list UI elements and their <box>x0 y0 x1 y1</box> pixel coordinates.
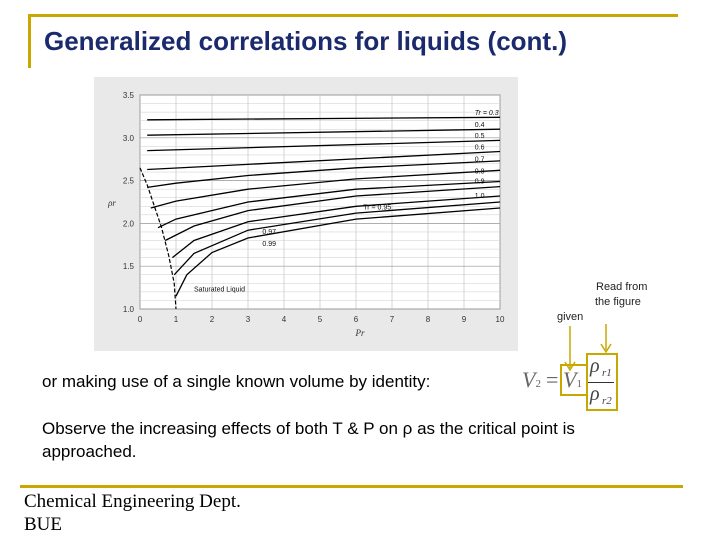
y-tick-label: 1.0 <box>122 305 134 314</box>
read-from-figure-label-2: the figure <box>595 296 641 308</box>
eq-rho-r2-sub: r2 <box>602 395 612 407</box>
curve-label: Tr = 0.3 <box>474 110 499 118</box>
curve-label: 0.97 <box>262 229 277 237</box>
slide-title: Generalized correlations for liquids (cont.) <box>44 26 567 56</box>
body-line-1: or making use of a single known volume by identity: <box>42 372 431 391</box>
curve-label: Tr = 0.95 <box>363 204 392 212</box>
y-tick-label: 1.5 <box>122 262 134 272</box>
x-tick-label: 3 <box>245 315 251 324</box>
y-tick-label: 2.5 <box>122 176 134 186</box>
footer <box>24 490 241 536</box>
x-tick-label: 2 <box>209 315 215 324</box>
y-axis-label: ρr <box>108 198 116 208</box>
x-tick-label: 7 <box>389 315 395 324</box>
footer-org: BUE <box>24 514 62 535</box>
eq-rho-r2: ρ <box>590 383 600 405</box>
eq-equals: = <box>546 367 559 392</box>
eq-rho-r1-sub: r1 <box>602 367 612 379</box>
y-tick-label: 2.0 <box>122 219 134 229</box>
curve-label: 0.99 <box>262 241 277 249</box>
eq-rho-r1: ρ <box>590 355 600 377</box>
curve-label: 0.7 <box>474 156 485 164</box>
given-label: given <box>557 311 584 323</box>
curve-label: 1.0 <box>474 193 485 201</box>
curve-label: 0.5 <box>474 133 485 141</box>
eq-v2: V2 <box>522 367 541 392</box>
y-tick-label: 3.5 <box>122 91 134 100</box>
chart-svg <box>94 77 518 351</box>
curve-label: 0.6 <box>474 144 485 152</box>
x-tick-label: 8 <box>425 315 431 324</box>
body-line-2: Observe the increasing effects of both T & P on ρ as the critical point is <box>42 419 575 438</box>
accent-bar-bottom <box>20 485 683 488</box>
x-tick-label: 4 <box>281 315 287 324</box>
volume-identity-equation <box>520 355 620 407</box>
x-tick-label: 6 <box>353 315 359 324</box>
x-tick-label: 9 <box>461 315 467 324</box>
x-tick-label: 1 <box>173 315 179 324</box>
body-line-3: approached. <box>42 442 137 461</box>
x-tick-label: 10 <box>495 315 505 324</box>
accent-bar-left <box>28 14 31 68</box>
x-axis-label: Pr <box>355 328 365 338</box>
curve-label: Saturated Liquid <box>194 286 245 294</box>
generalized-density-chart <box>94 77 518 351</box>
eq-v1: V1 <box>563 367 582 392</box>
curve-label: 0.4 <box>474 122 485 130</box>
read-from-figure-label-1: Read from <box>596 281 648 293</box>
accent-bar-top <box>28 14 678 17</box>
curve-label: 0.8 <box>474 168 485 176</box>
y-tick-label: 3.0 <box>122 133 134 143</box>
x-tick-label: 0 <box>137 315 143 324</box>
curve-label: 0.9 <box>474 178 485 186</box>
footer-dept: Chemical Engineering Dept. <box>24 491 241 512</box>
x-tick-label: 5 <box>317 315 323 324</box>
